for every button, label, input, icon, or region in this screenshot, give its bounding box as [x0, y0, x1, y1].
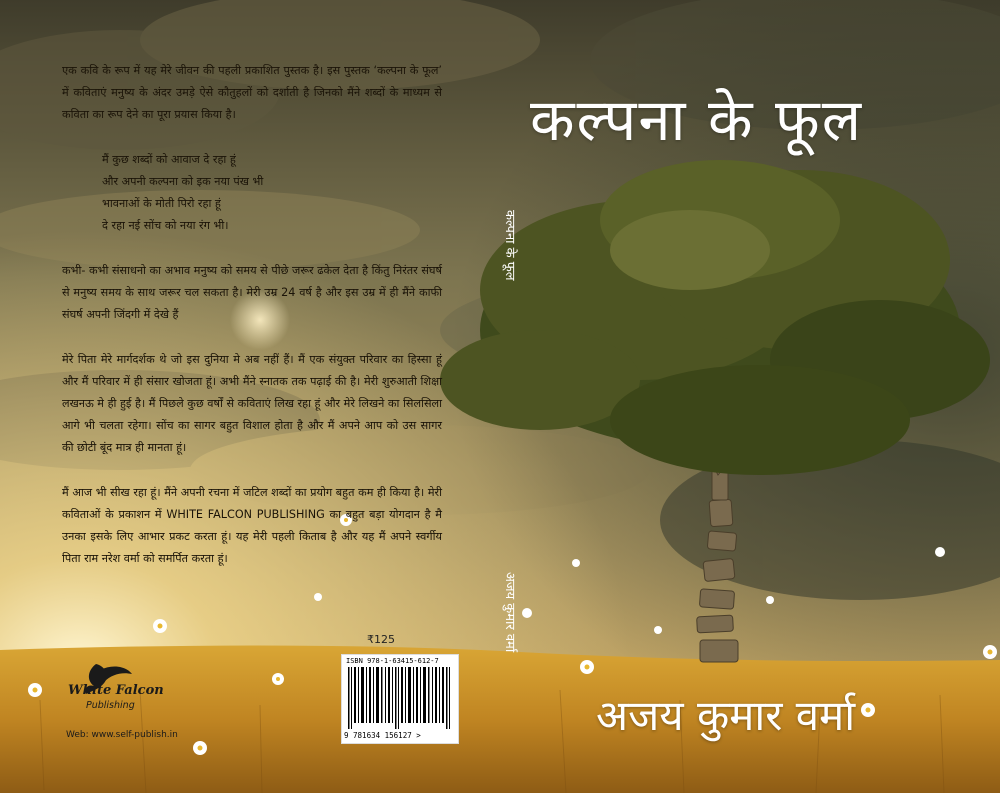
publisher-subtitle: Publishing [86, 700, 135, 711]
blurb-paragraph-family: मेरे पिता मेरे मार्गदर्शक थे जो इस दुनिया मे अब नहीं हैं। मैं एक संयुक्त परिवार का हिस्सा हूं और मैं परिवार में ही संसार खोजता हूं। अभी मैंने स्नातक तक पढ़ाई की है। मेरी शुरुआती शिक्षा लखनऊ मे ही हुई है। मैं पिछले कुछ वर्षों से कविताएं लिख रहा हूं और मेरे लिखने का सिलसिला आगे भी चलता रहेगा। सोंच का सागर बहुत विशाल होता है और मैं अपने आप को उस सागर की छोटी बूंद मात्र ही मानता हूं। [62, 353, 442, 454]
author-name: अजय कुमार वर्मा [596, 691, 856, 740]
spine-title: कल्पना के फूल [502, 210, 517, 281]
publisher-website: Web: www.self-publish.in [66, 730, 178, 740]
isbn-barcode [341, 654, 459, 744]
blurb-paragraph-dedication: मैं आज भी सीख रहा हूं। मैंने अपनी रचना में जटिल शब्दों का प्रयोग बहुत कम ही किया है। मेरी कविताओं के प्रकाशन में WHITE FALCON PUBLISHING का बहुत बड़ा योगदान है मै उनका इसके लिए आभार प्रकट करता हूं। यह मेरी पहली किताब है और यह मैं अपने स्वर्गीय पिता राम नरेश वर्मा को समर्पित करता हूं। [62, 486, 442, 565]
publisher-name: White Falcon [68, 683, 164, 698]
back-cover-blurb [62, 60, 442, 593]
poem-line: दे रहा नई सोंच को नया रंग भी। [102, 219, 229, 232]
isbn-digits: 9 781634 156127 > [344, 731, 421, 740]
poem-line: मैं कुछ शब्दों को आवाज दे रहा हूं [102, 153, 236, 166]
blurb-poem [102, 149, 442, 237]
poem-line: और अपनी कल्पना को इक नया पंख भी [102, 175, 264, 188]
blurb-paragraph-struggle: कभी- कभी संसाधनो का अभाव मनुष्य को समय से पीछे जरूर ढकेल देता है किंतु निरंतर संघर्ष से मनुष्य समय के साथ जरूर चल सकता है। मेरी उम्र 24 वर्ष है और इस उम्र में ही मैंने काफी संघर्ष अपनी जिंदगी में देखे हैं [62, 264, 442, 321]
spine-author: अजय कुमार वर्मा [502, 572, 517, 653]
blurb-paragraph-intro: एक कवि के रूप में यह मेरे जीवन की पहली प्रकाशित पुस्तक है। इस पुस्तक ‘कल्पना के फूल’ में कविताएं मनुष्य के अंदर उमड़े ऐसे कौतुहलों को दर्शाती है जिनको मैंने शब्दों के माध्यम से कविता का रूप देने का पूरा प्रयास किया है। [62, 64, 442, 121]
book-title: कल्पना के फूल [530, 86, 864, 154]
barcode-bars [348, 667, 452, 729]
poem-line: भावनाओं के मोती पिरो रहा हूं [102, 197, 221, 210]
isbn-number: ISBN 978-1-63415-612-7 [346, 657, 439, 665]
price-label: ₹125 [367, 633, 395, 646]
